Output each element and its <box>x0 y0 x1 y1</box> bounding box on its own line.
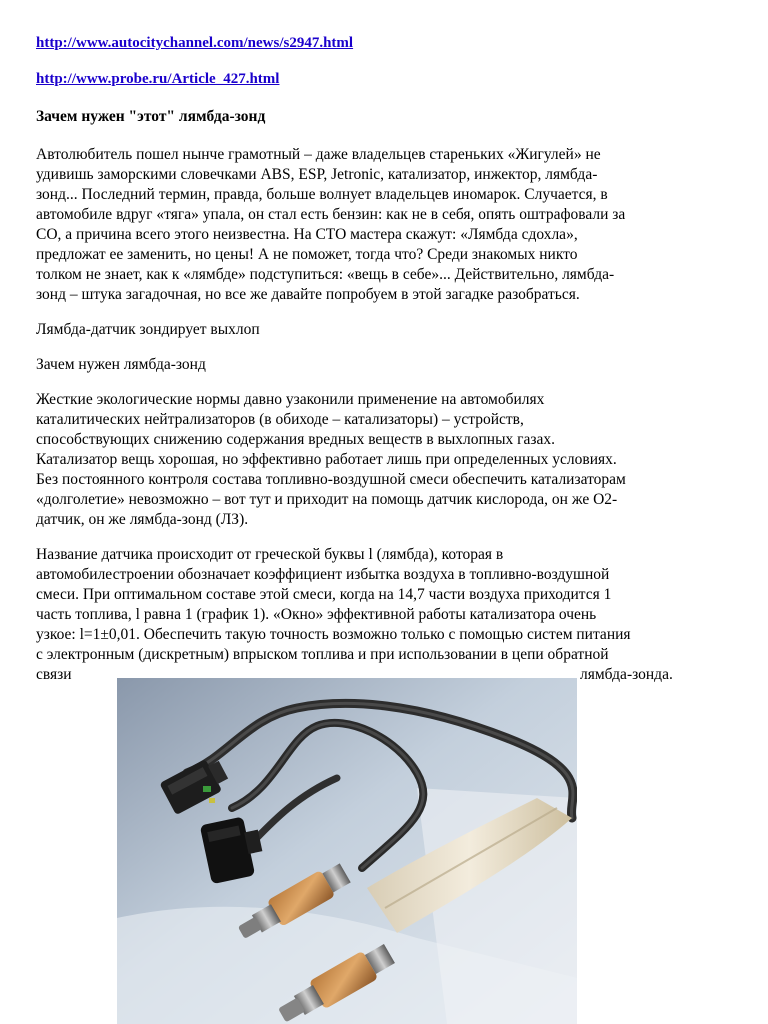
text-line: Без постоянного контроля состава топливно-воздушной смеси обеспечить катализаторам <box>36 471 626 488</box>
text-line: часть топлива, l равна 1 (график 1). «Окно» эффективной работы катализатора очень <box>36 606 597 623</box>
text-line: с электронным (дискретным) впрыском топлива и при использовании в цепи обратной <box>36 646 609 663</box>
lambda-sensor-photo <box>117 678 577 1024</box>
text-line: каталитических нейтрализаторов (в обиходе – катализаторы) – устройств, <box>36 411 524 428</box>
text-line: предложат ее заменить, но цены! А не поможет, тогда что? Среди знакомых никто <box>36 246 578 263</box>
text-line: удивишь заморскими словечками ABS, ESP, Jetronic, катализатор, инжектор, лямбда- <box>36 166 598 183</box>
text-line: толком не знает, как к «лямбде» подступиться: «вещь в себе»... Действительно, лямбда- <box>36 266 615 283</box>
text-line: Катализатор вещь хорошая, но эффективно работает лишь при определенных условиях. <box>36 451 617 468</box>
text-line: автомобиле вдруг «тяга» упала, он стал есть бензин: как не в себя, опять оштрафовали за <box>36 206 626 223</box>
text-line: зонд – штука загадочная, но все же давайте попробуем в этой загадке разобраться. <box>36 286 580 303</box>
text-line: «долголетие» невозможно – вот тут и приходит на помощь датчик кислорода, он же O2- <box>36 491 618 508</box>
text-line: датчик, он же лямбда-зонд (ЛЗ). <box>36 511 249 528</box>
text-line: Название датчика происходит от греческой буквы l (лямбда), которая в <box>36 546 504 563</box>
text-line: смеси. При оптимальном составе этой смеси, когда на 14,7 части воздуха приходится 1 <box>36 586 612 603</box>
text-line: способствующих снижению содержания вредных веществ в выхлопных газах. <box>36 431 556 448</box>
text-line: Жесткие экологические нормы давно узаконили применение на автомобилях <box>36 391 545 408</box>
lambda-sensor-illustration <box>117 678 577 1024</box>
subheading-1: Лямбда-датчик зондирует выхлоп <box>36 321 260 338</box>
text-line: связи <box>36 666 72 683</box>
source-link-1[interactable]: http://www.autocitychannel.com/news/s2947.html <box>36 35 354 51</box>
text-line: Автолюбитель пошел нынче грамотный – даже владельцев стареньких «Жигулей» не <box>36 146 601 163</box>
subheading-2: Зачем нужен лямбда-зонд <box>36 356 206 373</box>
text-line: автомобилестроении обозначает коэффициент избытка воздуха в топливно-воздушной <box>36 566 610 583</box>
source-link-2[interactable]: http://www.probe.ru/Article_427.html <box>36 71 280 87</box>
article-title: Зачем нужен "этот" лямбда-зонд <box>36 108 266 125</box>
text-line: зонд... Последний термин, правда, больше волнует владельцев иномарок. Случается, в <box>36 186 608 203</box>
text-line-tail: лямбда-зонда. <box>580 666 673 683</box>
text-line: узкое: l=1±0,01. Обеспечить такую точность возможно только с помощью систем питания <box>36 626 631 643</box>
text-line: СО, а причина всего этого неизвестна. На СТО мастера скажут: «Лямбда сдохла», <box>36 226 578 243</box>
